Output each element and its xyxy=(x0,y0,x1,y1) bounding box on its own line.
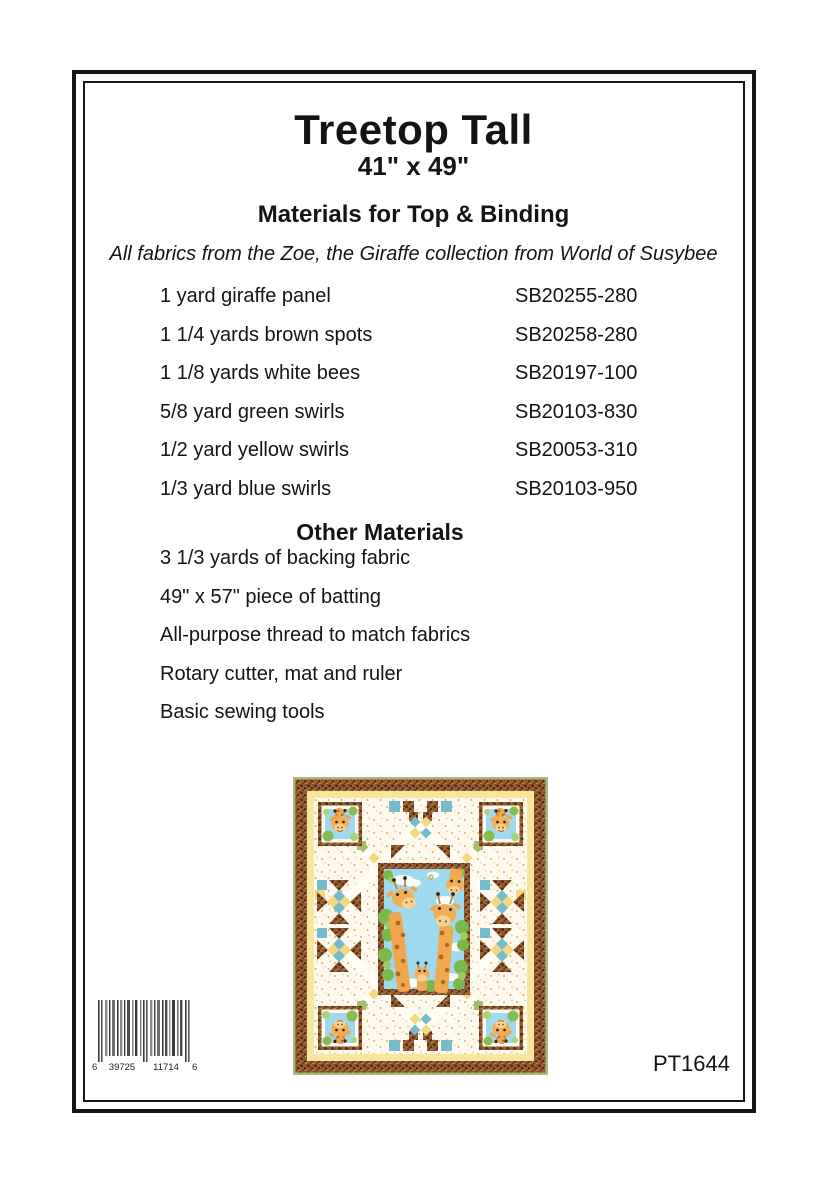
material-sku: SB20258-280 xyxy=(515,323,638,346)
page-title: Treetop Tall xyxy=(294,106,533,153)
other-materials-heading: Other Materials xyxy=(296,519,464,545)
upc-barcode xyxy=(92,998,197,1082)
barcode-digit-left: 6 xyxy=(92,1062,98,1073)
material-row xyxy=(160,478,690,517)
material-sku: SB20197-100 xyxy=(515,362,638,385)
other-material-item: All-purpose thread to match fabrics xyxy=(160,624,471,647)
other-material-item: Basic sewing tools xyxy=(160,701,325,724)
other-material-item: 3 1/3 yards of backing fabric xyxy=(160,547,411,569)
material-sku: SB20103-830 xyxy=(515,400,638,423)
other-materials-list xyxy=(160,547,620,740)
material-qty: 1 1/4 yards brown spots xyxy=(160,323,373,346)
material-qty: 1 yard giraffe panel xyxy=(160,285,331,307)
material-row xyxy=(160,439,690,478)
other-material-item: 49" x 57" piece of batting xyxy=(160,585,382,608)
collection-note: All fabrics from the Zoe, the Giraffe collection from World of Susybee xyxy=(109,243,718,265)
other-material-item: Rotary cutter, mat and ruler xyxy=(160,662,403,685)
material-sku: SB20255-280 xyxy=(515,285,638,307)
barcode-group-2: 11714 xyxy=(153,1062,179,1073)
material-qty: 1/3 yard blue swirls xyxy=(160,477,332,500)
material-row xyxy=(160,401,690,440)
material-row xyxy=(160,285,690,324)
barcode-digit-right: 6 xyxy=(192,1062,197,1073)
pattern-number: PT1644 xyxy=(652,1051,730,1076)
finished-size: 41" x 49" xyxy=(357,151,470,181)
material-qty: 1/2 yard yellow swirls xyxy=(160,439,349,462)
material-sku: SB20103-950 xyxy=(515,477,638,500)
material-qty: 5/8 yard green swirls xyxy=(160,400,345,423)
quilt-photo xyxy=(293,777,548,1075)
barcode-group-1: 39725 xyxy=(108,1062,136,1073)
materials-heading: Materials for Top & Binding xyxy=(257,201,570,228)
material-qty: 1 1/8 yards white bees xyxy=(160,362,361,385)
material-sku: SB20053-310 xyxy=(515,439,638,462)
materials-list xyxy=(160,285,690,517)
material-row xyxy=(160,324,690,363)
material-row xyxy=(160,362,690,401)
